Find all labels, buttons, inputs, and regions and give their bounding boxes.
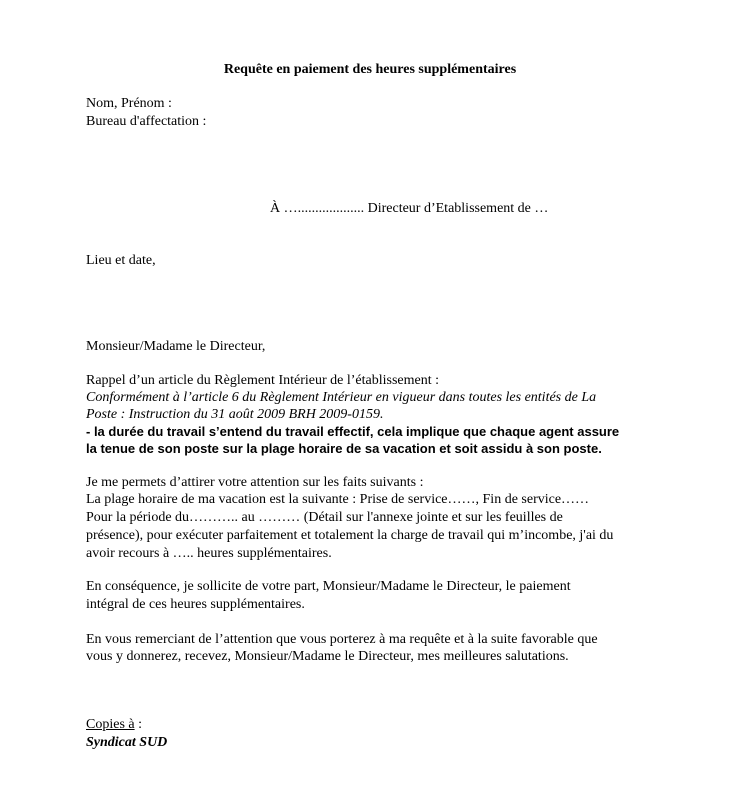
place-date: Lieu et date, bbox=[86, 253, 156, 268]
rule-line-2: la tenue de son poste sur la plage horaire de sa vacation et soit assidu à son poste. bbox=[86, 441, 602, 456]
reminder-intro: Rappel d’un article du Règlement Intérieur de l’établissement : bbox=[86, 373, 439, 388]
name-label: Nom, Prénom : bbox=[86, 96, 172, 111]
salutation: Monsieur/Madame le Directeur, bbox=[86, 339, 266, 354]
recipient-line: À …................... Directeur d’Etablissement de … bbox=[270, 201, 549, 216]
facts-line-3: Pour la période du……….. au ……… (Détail sur l'annexe jointe et sur les feuilles de bbox=[86, 510, 563, 525]
rule-line-1: - la durée du travail s’entend du travail effectif, cela implique que chaque agent assure bbox=[86, 424, 620, 439]
citation-line-2: Poste : Instruction du 31 août 2009 BRH 2009-0159. bbox=[86, 407, 384, 422]
copies-label: Copies à bbox=[86, 717, 135, 732]
request-line-1: En conséquence, je sollicite de votre part, Monsieur/Madame le Directeur, le paiement bbox=[86, 579, 571, 594]
facts-line-2: La plage horaire de ma vacation est la suivante : Prise de service……, Fin de service…… bbox=[86, 492, 590, 507]
copies-recipient: Syndicat SUD bbox=[86, 735, 168, 750]
citation-line-1: Conformément à l’article 6 du Règlement Intérieur en vigueur dans toutes les entités de La bbox=[86, 390, 597, 405]
office-label: Bureau d'affectation : bbox=[86, 114, 207, 129]
copies-label-line bbox=[86, 716, 142, 733]
letter-title: Requête en paiement des heures supplémentaires bbox=[223, 62, 517, 77]
copies-colon: : bbox=[134, 717, 142, 732]
facts-line-1: Je me permets d’attirer votre attention sur les faits suivants : bbox=[86, 475, 424, 490]
request-line-2: intégral de ces heures supplémentaires. bbox=[86, 597, 305, 612]
facts-line-4: présence), pour exécuter parfaitement et totalement la charge de travail qui m’incombe, j'ai du bbox=[86, 528, 614, 543]
facts-line-5: avoir recours à ….. heures supplémentaires. bbox=[86, 546, 332, 561]
closing-line-2: vous y donnerez, recevez, Monsieur/Madame le Directeur, mes meilleures salutations. bbox=[86, 649, 569, 664]
closing-line-1: En vous remerciant de l’attention que vous porterez à ma requête et à la suite favorable que bbox=[86, 632, 598, 647]
